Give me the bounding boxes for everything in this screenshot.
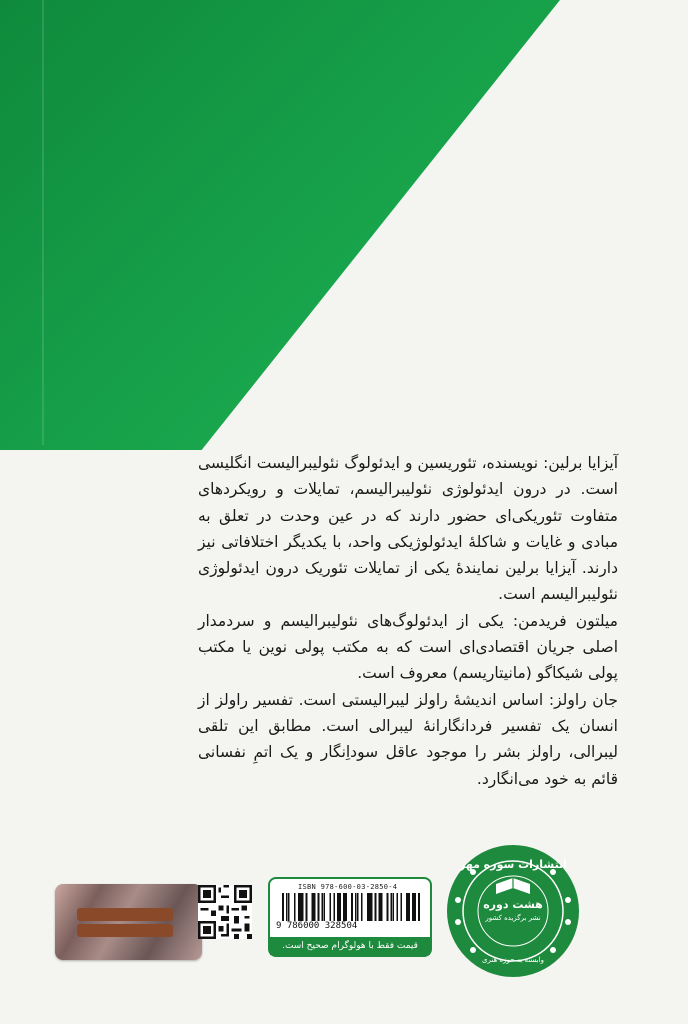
green-cover-panel [0, 0, 560, 450]
barcode-bar [406, 893, 408, 921]
barcode-bar [400, 893, 402, 921]
barcode-bar [337, 893, 339, 921]
barcode-bar [306, 893, 308, 921]
barcode-bar [367, 893, 369, 921]
barcode-bar [351, 893, 353, 921]
barcode-bar [369, 893, 371, 921]
barcode-bar [343, 893, 345, 921]
barcode-bar [286, 893, 288, 921]
paragraph-rawls: جان راولز: اساس اندیشهٔ راولز لیبرالیستی است. تفسیر راولز از انسان یک تفسیر فردانگارانهٔ لیبرالی است. مطابق این تلقی لیبرالی، راولز بشر را موجود عاقل سوداِنگار و یک اتمِ نفسانی قائم به خود می‌انگارد. [198, 690, 618, 788]
redaction-bar [77, 908, 173, 921]
isbn-label: ISBN 978-600-03-2850-4 [298, 883, 398, 891]
barcode-bar [357, 893, 359, 921]
barcode-bar [321, 893, 323, 921]
hologram-sticker [55, 884, 202, 960]
barcode-bar [314, 893, 316, 921]
qr-code-icon [198, 883, 252, 941]
barcode-bar [392, 893, 394, 921]
barcode-bar [300, 893, 302, 921]
barcode-bar [288, 893, 290, 921]
barcode-bar [323, 893, 325, 921]
barcode-bar [414, 893, 416, 921]
barcode-bar [298, 893, 300, 921]
barcode-bar [333, 893, 335, 921]
barcode-bar [302, 893, 304, 921]
paragraph-friedman: میلتون فریدمن: یکی از ایدئولوگ‌های نئولیبرالیسم و سردمدار اصلی جریان اقتصادی‌ای است که به مکتب پولی نوین یا مکتب پولی شیکاگو (مانیتاریسم) معروف است. [198, 611, 618, 683]
barcode-bar [412, 893, 414, 921]
barcode-bar [339, 893, 341, 921]
hologram-notice: قیمت فقط با هولوگرام صحیح است. [270, 937, 430, 955]
barcode-bar [345, 893, 347, 921]
barcode-bar [371, 893, 373, 921]
barcode-bar [381, 893, 383, 921]
redaction-bar [77, 924, 173, 937]
spine-line [42, 0, 44, 445]
barcode-bar [317, 893, 319, 921]
barcode-digits: 9 786000 328504 [276, 921, 358, 931]
paragraph-berlin: آیزایا برلین: نویسنده، تئوریسین و ایدئولوگ نئولیبرالیست انگلیسی است. در درون ایدئولوژی نئولیبرالیسم، تمایلات و رویکردهای متفاوت تئوریکی‌ای حضور دارند که در عین وحدت در تعلق به مبادی و غایات و شاکلهٔ ایدئولوژیکی واحد، با یکدیگر اختلافاتی نیز دارند. آیزایا برلین نمایندهٔ یکی از تمایلات تئوریک درون ایدئولوژی نئولیبرالیسم است. [198, 454, 618, 604]
barcode-bar [418, 893, 420, 921]
isbn-box [268, 877, 432, 957]
barcode-bar [282, 893, 284, 921]
publisher-affiliation: وابسته به حوزه هنری [482, 956, 544, 964]
barcode-bar [312, 893, 314, 921]
publisher-slogan: نشر برگزیده کشور [485, 914, 541, 922]
barcode-bar [329, 893, 331, 921]
barcode-bar [294, 893, 296, 921]
barcode-bar [408, 893, 410, 921]
back-cover-text [198, 450, 618, 792]
barcode-bar [375, 893, 377, 921]
publisher-name: انتشارات سوره مهر [459, 858, 567, 871]
barcode-bar [396, 893, 398, 921]
barcode-bar [386, 893, 388, 921]
publisher-logo [438, 842, 588, 980]
barcode-bar [361, 893, 363, 921]
barcode-bar [355, 893, 357, 921]
barcode-bar [379, 893, 381, 921]
barcode-bar [390, 893, 392, 921]
publisher-logo-text: هشت دوره [483, 898, 543, 911]
barcode-icon [282, 893, 420, 921]
